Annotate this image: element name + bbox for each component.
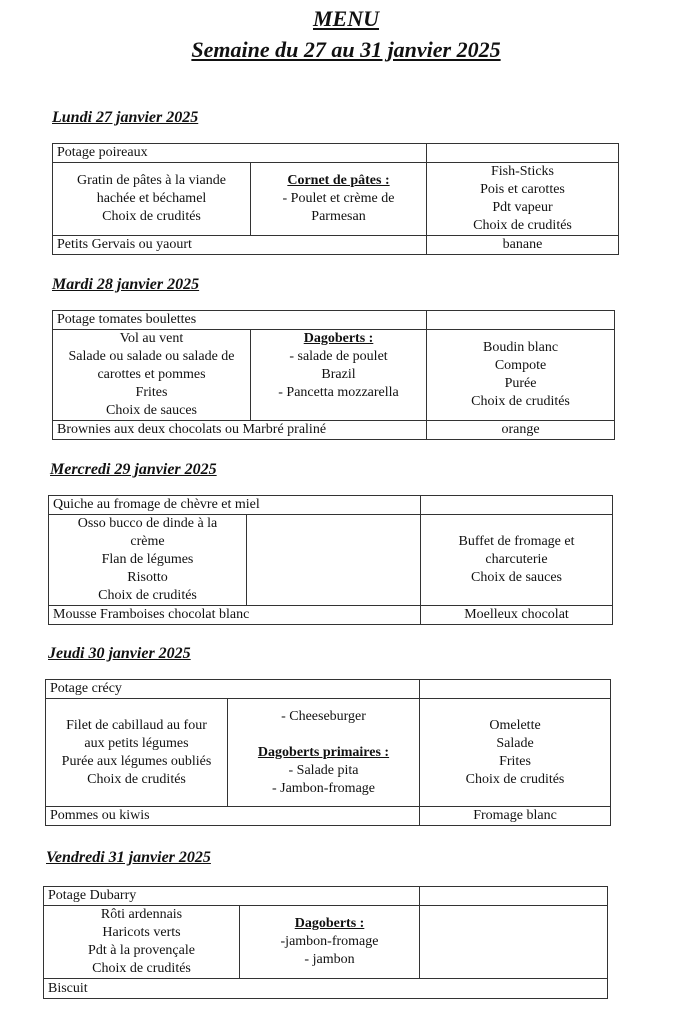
empty-cell bbox=[427, 311, 615, 330]
dish-line: carottes et pommes bbox=[97, 367, 206, 382]
dish-line: - Salade pita bbox=[288, 762, 359, 778]
dish-line: Haricots verts bbox=[102, 925, 181, 940]
dish-line: Buffet de fromage et bbox=[458, 534, 575, 549]
dish-line: Rôti ardennais bbox=[100, 907, 183, 922]
dish-line: Vol au vent bbox=[119, 331, 184, 346]
empty-cell bbox=[420, 887, 608, 906]
dish-line: Omelette bbox=[489, 717, 541, 733]
dish-line: Fish-Sticks bbox=[490, 164, 554, 179]
fruit-cell: Fromage blanc bbox=[420, 807, 611, 826]
dish-line: - Cheeseburger bbox=[281, 708, 366, 724]
soup-cell: Potage crécy bbox=[46, 680, 420, 699]
dish-line: Osso bucco de dinde à la bbox=[77, 516, 218, 531]
menu-table-friday bbox=[43, 886, 608, 999]
dish-line: Salade bbox=[496, 735, 534, 751]
dish-line: Brazil bbox=[321, 367, 356, 382]
alt-dish-heading: Cornet de pâtes : bbox=[287, 173, 390, 188]
dish-line: hachée et béchamel bbox=[96, 191, 207, 206]
third-dish-cell bbox=[427, 330, 615, 421]
third-dish-cell bbox=[420, 699, 611, 807]
fruit-cell: banane bbox=[427, 236, 619, 255]
dish-line: - salade de poulet bbox=[289, 349, 388, 364]
dish-line: Parmesan bbox=[311, 209, 366, 224]
empty-cell bbox=[427, 144, 619, 163]
empty-cell bbox=[420, 680, 611, 699]
main-dish-cell bbox=[49, 515, 247, 606]
menu-title: MENU bbox=[312, 6, 379, 31]
soup-cell: Quiche au fromage de chèvre et miel bbox=[49, 496, 421, 515]
main-dish-cell bbox=[44, 906, 240, 979]
dish-line: Choix de crudités bbox=[98, 588, 197, 603]
dish-line: Salade ou salade ou salade de bbox=[68, 349, 235, 364]
dessert-cell: Mousse Framboises chocolat blanc bbox=[49, 606, 421, 625]
day-title-tuesday: Mardi 28 janvier 2025 bbox=[52, 276, 200, 293]
dessert-cell: Biscuit bbox=[44, 979, 608, 999]
dish-line: Pois et carottes bbox=[480, 182, 565, 197]
alt-dish-cell bbox=[251, 330, 427, 421]
soup-cell: Potage Dubarry bbox=[44, 887, 420, 906]
dish-line: Flan de légumes bbox=[101, 552, 194, 567]
dish-line: Purée aux légumes oubliés bbox=[61, 753, 212, 769]
menu-table-tuesday bbox=[52, 310, 615, 440]
empty-cell bbox=[421, 496, 613, 515]
dish-line: Pdt à la provençale bbox=[88, 943, 195, 958]
day-title-friday: Vendredi 31 janvier 2025 bbox=[46, 849, 211, 866]
menu-table-wednesday bbox=[48, 495, 613, 625]
day-title-wednesday: Mercredi 29 janvier 2025 bbox=[50, 461, 217, 478]
menu-table-thursday bbox=[45, 679, 611, 826]
alt-dish-heading: Dagoberts : bbox=[294, 916, 365, 931]
empty-cell bbox=[420, 906, 608, 979]
fruit-cell: Moelleux chocolat bbox=[421, 606, 613, 625]
dish-line: Compote bbox=[494, 358, 547, 373]
dish-line: Choix de crudités bbox=[102, 209, 201, 224]
empty-cell bbox=[247, 515, 421, 606]
dish-line: Boudin blanc bbox=[482, 340, 559, 355]
fruit-cell: orange bbox=[427, 421, 615, 440]
week-title: Semaine du 27 au 31 janvier 2025 bbox=[191, 37, 501, 62]
menu-table-monday bbox=[52, 143, 619, 255]
dish-line: Gratin de pâtes à la viande bbox=[77, 173, 226, 188]
alt-dish-heading: Dagoberts : bbox=[303, 331, 374, 346]
dish-line: crème bbox=[130, 534, 165, 549]
dish-line: Risotto bbox=[127, 570, 168, 585]
dish-line: Choix de sauces bbox=[106, 403, 197, 418]
dish-line: charcuterie bbox=[485, 552, 548, 567]
main-dish-cell bbox=[46, 699, 228, 807]
dish-line: Choix de crudités bbox=[87, 771, 186, 787]
dish-line: - jambon bbox=[304, 952, 355, 967]
dish-line: Choix de crudités bbox=[471, 394, 570, 409]
dish-line: - Pancetta mozzarella bbox=[278, 385, 399, 400]
dessert-cell: Petits Gervais ou yaourt bbox=[53, 236, 427, 255]
dish-line: - Jambon-fromage bbox=[271, 780, 376, 796]
alt-dish-heading: Dagoberts primaires : bbox=[257, 744, 390, 760]
dish-line: -jambon-fromage bbox=[280, 934, 379, 949]
dish-line: Filet de cabillaud au four bbox=[66, 717, 207, 733]
dessert-cell: Brownies aux deux chocolats ou Marbré praliné bbox=[53, 421, 427, 440]
dish-line: Pdt vapeur bbox=[492, 200, 553, 215]
main-dish-cell bbox=[53, 330, 251, 421]
day-title-monday: Lundi 27 janvier 2025 bbox=[52, 109, 199, 126]
third-dish-cell bbox=[421, 515, 613, 606]
alt-dish-cell bbox=[251, 163, 427, 236]
dessert-cell: Pommes ou kiwis bbox=[46, 807, 420, 826]
dish-line: Choix de crudités bbox=[92, 961, 191, 976]
dish-line: Choix de crudités bbox=[473, 218, 572, 233]
spacer bbox=[232, 726, 415, 744]
soup-cell: Potage poireaux bbox=[53, 144, 427, 163]
dish-line: Purée bbox=[504, 376, 537, 391]
dish-line: Choix de crudités bbox=[465, 771, 565, 787]
dish-line: Frites bbox=[135, 385, 168, 400]
alt-dish-cell bbox=[228, 699, 420, 807]
dish-line: - Poulet et crème de bbox=[282, 191, 395, 206]
dish-line: Frites bbox=[499, 753, 531, 769]
alt-dish-cell bbox=[240, 906, 420, 979]
dish-line: Choix de sauces bbox=[471, 570, 562, 585]
third-dish-cell bbox=[427, 163, 619, 236]
soup-cell: Potage tomates boulettes bbox=[53, 311, 427, 330]
dish-line: aux petits légumes bbox=[84, 735, 189, 751]
main-dish-cell bbox=[53, 163, 251, 236]
day-title-thursday: Jeudi 30 janvier 2025 bbox=[48, 645, 191, 662]
